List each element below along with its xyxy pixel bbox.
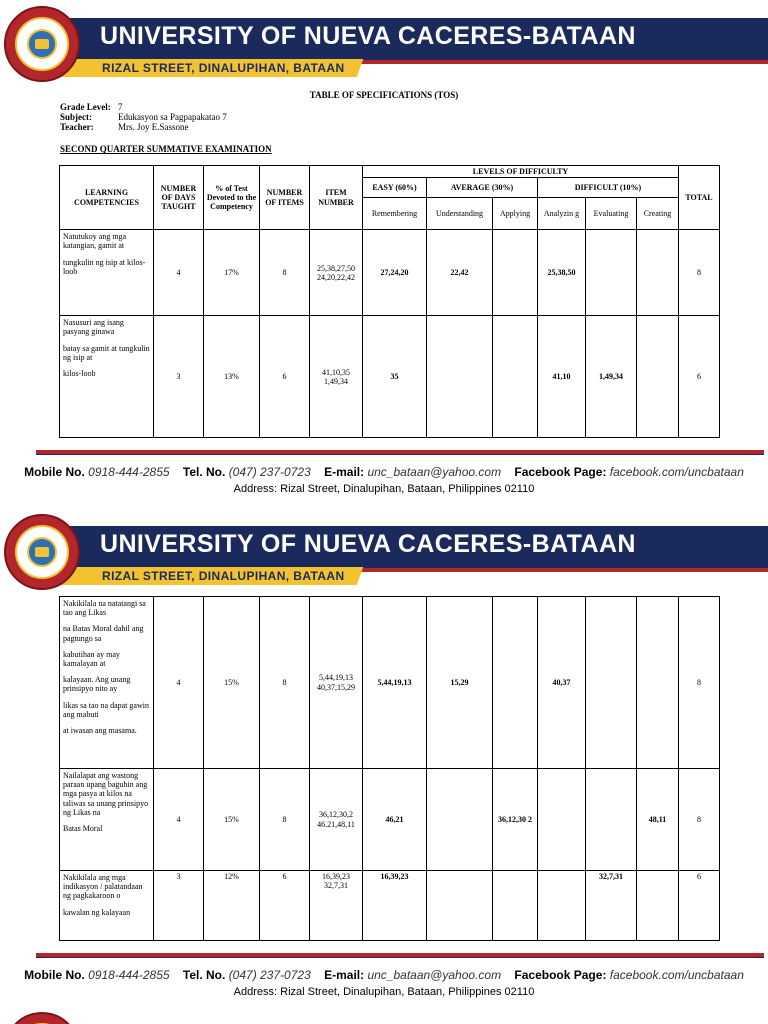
document-meta: Grade Level: 7 Subject: Edukasyon sa Pagpapakatao 7 Teacher: Mrs. Joy E.Sassone	[60, 102, 227, 132]
table-row	[60, 769, 720, 871]
understanding-cell	[427, 316, 493, 438]
remembering-cell: 35	[363, 316, 427, 438]
remembering-cell: 16,39,23	[363, 871, 427, 941]
header-competencies: LEARNING COMPETENCIES	[60, 166, 154, 230]
header-item-number: ITEM NUMBER	[310, 166, 363, 230]
university-seal-icon	[4, 6, 80, 82]
understanding-cell: 22,42	[427, 230, 493, 316]
footer-address: Address: Rizal Street, Dinalupihan, Bataan, Philippines 02110	[233, 986, 535, 998]
header-days: NUMBER OF DAYS TAUGHT	[154, 166, 204, 230]
days-cell: 3	[154, 871, 204, 941]
header-total: TOTAL	[679, 166, 720, 230]
remembering-cell: 27,24,20	[363, 230, 427, 316]
understanding-cell: 15,29	[427, 597, 493, 769]
percent-cell: 15%	[204, 597, 260, 769]
percent-cell: 13%	[204, 316, 260, 438]
creating-cell	[637, 316, 679, 438]
header-banner	[0, 518, 768, 588]
item-number-cell: 36,12,30,2 46.21,48,11	[310, 769, 363, 871]
competency-cell: Natutukoy ang mga katangian, gamit at tungkulin ng isip at kilos-loob	[60, 230, 154, 316]
items-cell: 8	[260, 597, 310, 769]
university-seal-icon	[4, 1012, 80, 1024]
header-easy: EASY (60%)	[363, 178, 427, 198]
footer-divider	[36, 953, 764, 957]
evaluating-cell	[586, 597, 637, 769]
evaluating-cell: 32,7,31	[586, 871, 637, 941]
days-cell: 4	[154, 597, 204, 769]
item-number-cell: 25,38,27,50 24,20,22,42	[310, 230, 363, 316]
tos-table-page1	[59, 165, 720, 438]
item-number-cell: 41,10,35 1,49,34	[310, 316, 363, 438]
items-cell: 6	[260, 871, 310, 941]
applying-cell: 36,12,30 2	[493, 769, 538, 871]
total-cell: 8	[679, 597, 720, 769]
header-items: NUMBER OF ITEMS	[260, 166, 310, 230]
header-understanding: Understanding	[427, 198, 493, 230]
table-row	[60, 316, 720, 438]
footer-address: Address: Rizal Street, Dinalupihan, Bataan, Philippines 02110	[233, 483, 535, 495]
total-cell: 8	[679, 230, 720, 316]
document-title: TABLE OF SPECIFICATIONS (TOS)	[309, 90, 459, 100]
applying-cell	[493, 597, 538, 769]
items-cell: 8	[260, 230, 310, 316]
percent-cell: 17%	[204, 230, 260, 316]
university-street: RIZAL STREET, DINALUPIHAN, BATAAN	[102, 61, 345, 75]
creating-cell: 48,11	[637, 769, 679, 871]
header-percent: % of Test Devoted to the Competency	[204, 166, 260, 230]
total-cell: 6	[679, 871, 720, 941]
item-number-cell: 5,44,19,13 40,37,15,29	[310, 597, 363, 769]
analyzing-cell: 25,38,50	[538, 230, 586, 316]
creating-cell	[637, 597, 679, 769]
remembering-cell: 5,44,19,13	[363, 597, 427, 769]
footer-contact: Mobile No. 0918-444-2855 Tel. No. (047) 237-0723 E-mail: unc_bataan@yahoo.com Facebook Page: facebook.com/uncbataan	[24, 968, 744, 982]
evaluating-cell	[586, 230, 637, 316]
header-difficult: DIFFICULT (10%)	[538, 178, 679, 198]
analyzing-cell	[538, 769, 586, 871]
total-cell: 6	[679, 316, 720, 438]
items-cell: 6	[260, 316, 310, 438]
header-applying: Applying	[493, 198, 538, 230]
header-analyzing: Analyzin g	[538, 198, 586, 230]
competency-cell: Nakikilala ang mga indikasyon / palatandaan ng pagkakaroon o kawalan ng kalayaan	[60, 871, 154, 941]
header-remembering: Remembering	[363, 198, 427, 230]
header-creating: Creating	[637, 198, 679, 230]
table-row	[60, 597, 720, 769]
analyzing-cell	[538, 871, 586, 941]
tos-table-page2	[59, 596, 720, 941]
percent-cell: 12%	[204, 871, 260, 941]
competency-cell: Nasusuri ang isang pasyang ginawa batay sa gamit at tungkulin ng isip at kilos-loob	[60, 316, 154, 438]
applying-cell	[493, 316, 538, 438]
footer-contact: Mobile No. 0918-444-2855 Tel. No. (047) 237-0723 E-mail: unc_bataan@yahoo.com Facebook Page: facebook.com/uncbataan	[24, 465, 744, 479]
evaluating-cell	[586, 769, 637, 871]
understanding-cell	[427, 871, 493, 941]
total-cell: 8	[679, 769, 720, 871]
header-banner	[0, 10, 768, 80]
understanding-cell	[427, 769, 493, 871]
university-name: UNIVERSITY OF NUEVA CACERES-BATAAN	[100, 22, 636, 50]
competency-cell: Nailalapat ang wastong paraan upang baguhin ang mga pasya at kilos na taliwas sa unang prinsipyo ng Likas na Batas Moral	[60, 769, 154, 871]
percent-cell: 15%	[204, 769, 260, 871]
item-number-cell: 16,39,23 32,7,31	[310, 871, 363, 941]
applying-cell	[493, 230, 538, 316]
days-cell: 3	[154, 316, 204, 438]
applying-cell	[493, 871, 538, 941]
footer-divider	[36, 450, 764, 454]
items-cell: 8	[260, 769, 310, 871]
competency-cell: Nakikilala na natatangi sa tao ang Likas na Batas Moral dahil ang pagtungo sa kabutihan ay may kamalayan at kalayaan. Ang unang prinsipyo nito ay likas sa tao na dapat gawin ang mabuti at iwasan ang masama.	[60, 597, 154, 769]
analyzing-cell: 41,10	[538, 316, 586, 438]
analyzing-cell: 40,37	[538, 597, 586, 769]
university-seal-icon	[4, 514, 80, 590]
header-levels: LEVELS OF DIFFICULTY	[363, 166, 679, 178]
university-street: RIZAL STREET, DINALUPIHAN, BATAAN	[102, 569, 345, 583]
evaluating-cell: 1,49,34	[586, 316, 637, 438]
university-name: UNIVERSITY OF NUEVA CACERES-BATAAN	[100, 530, 636, 558]
creating-cell	[637, 871, 679, 941]
days-cell: 4	[154, 769, 204, 871]
remembering-cell: 46,21	[363, 769, 427, 871]
table-row	[60, 230, 720, 316]
exam-title: SECOND QUARTER SUMMATIVE EXAMINATION	[60, 144, 272, 154]
creating-cell	[637, 230, 679, 316]
days-cell: 4	[154, 230, 204, 316]
table-row	[60, 871, 720, 941]
header-evaluating: Evaluating	[586, 198, 637, 230]
header-average: AVERAGE (30%)	[427, 178, 538, 198]
